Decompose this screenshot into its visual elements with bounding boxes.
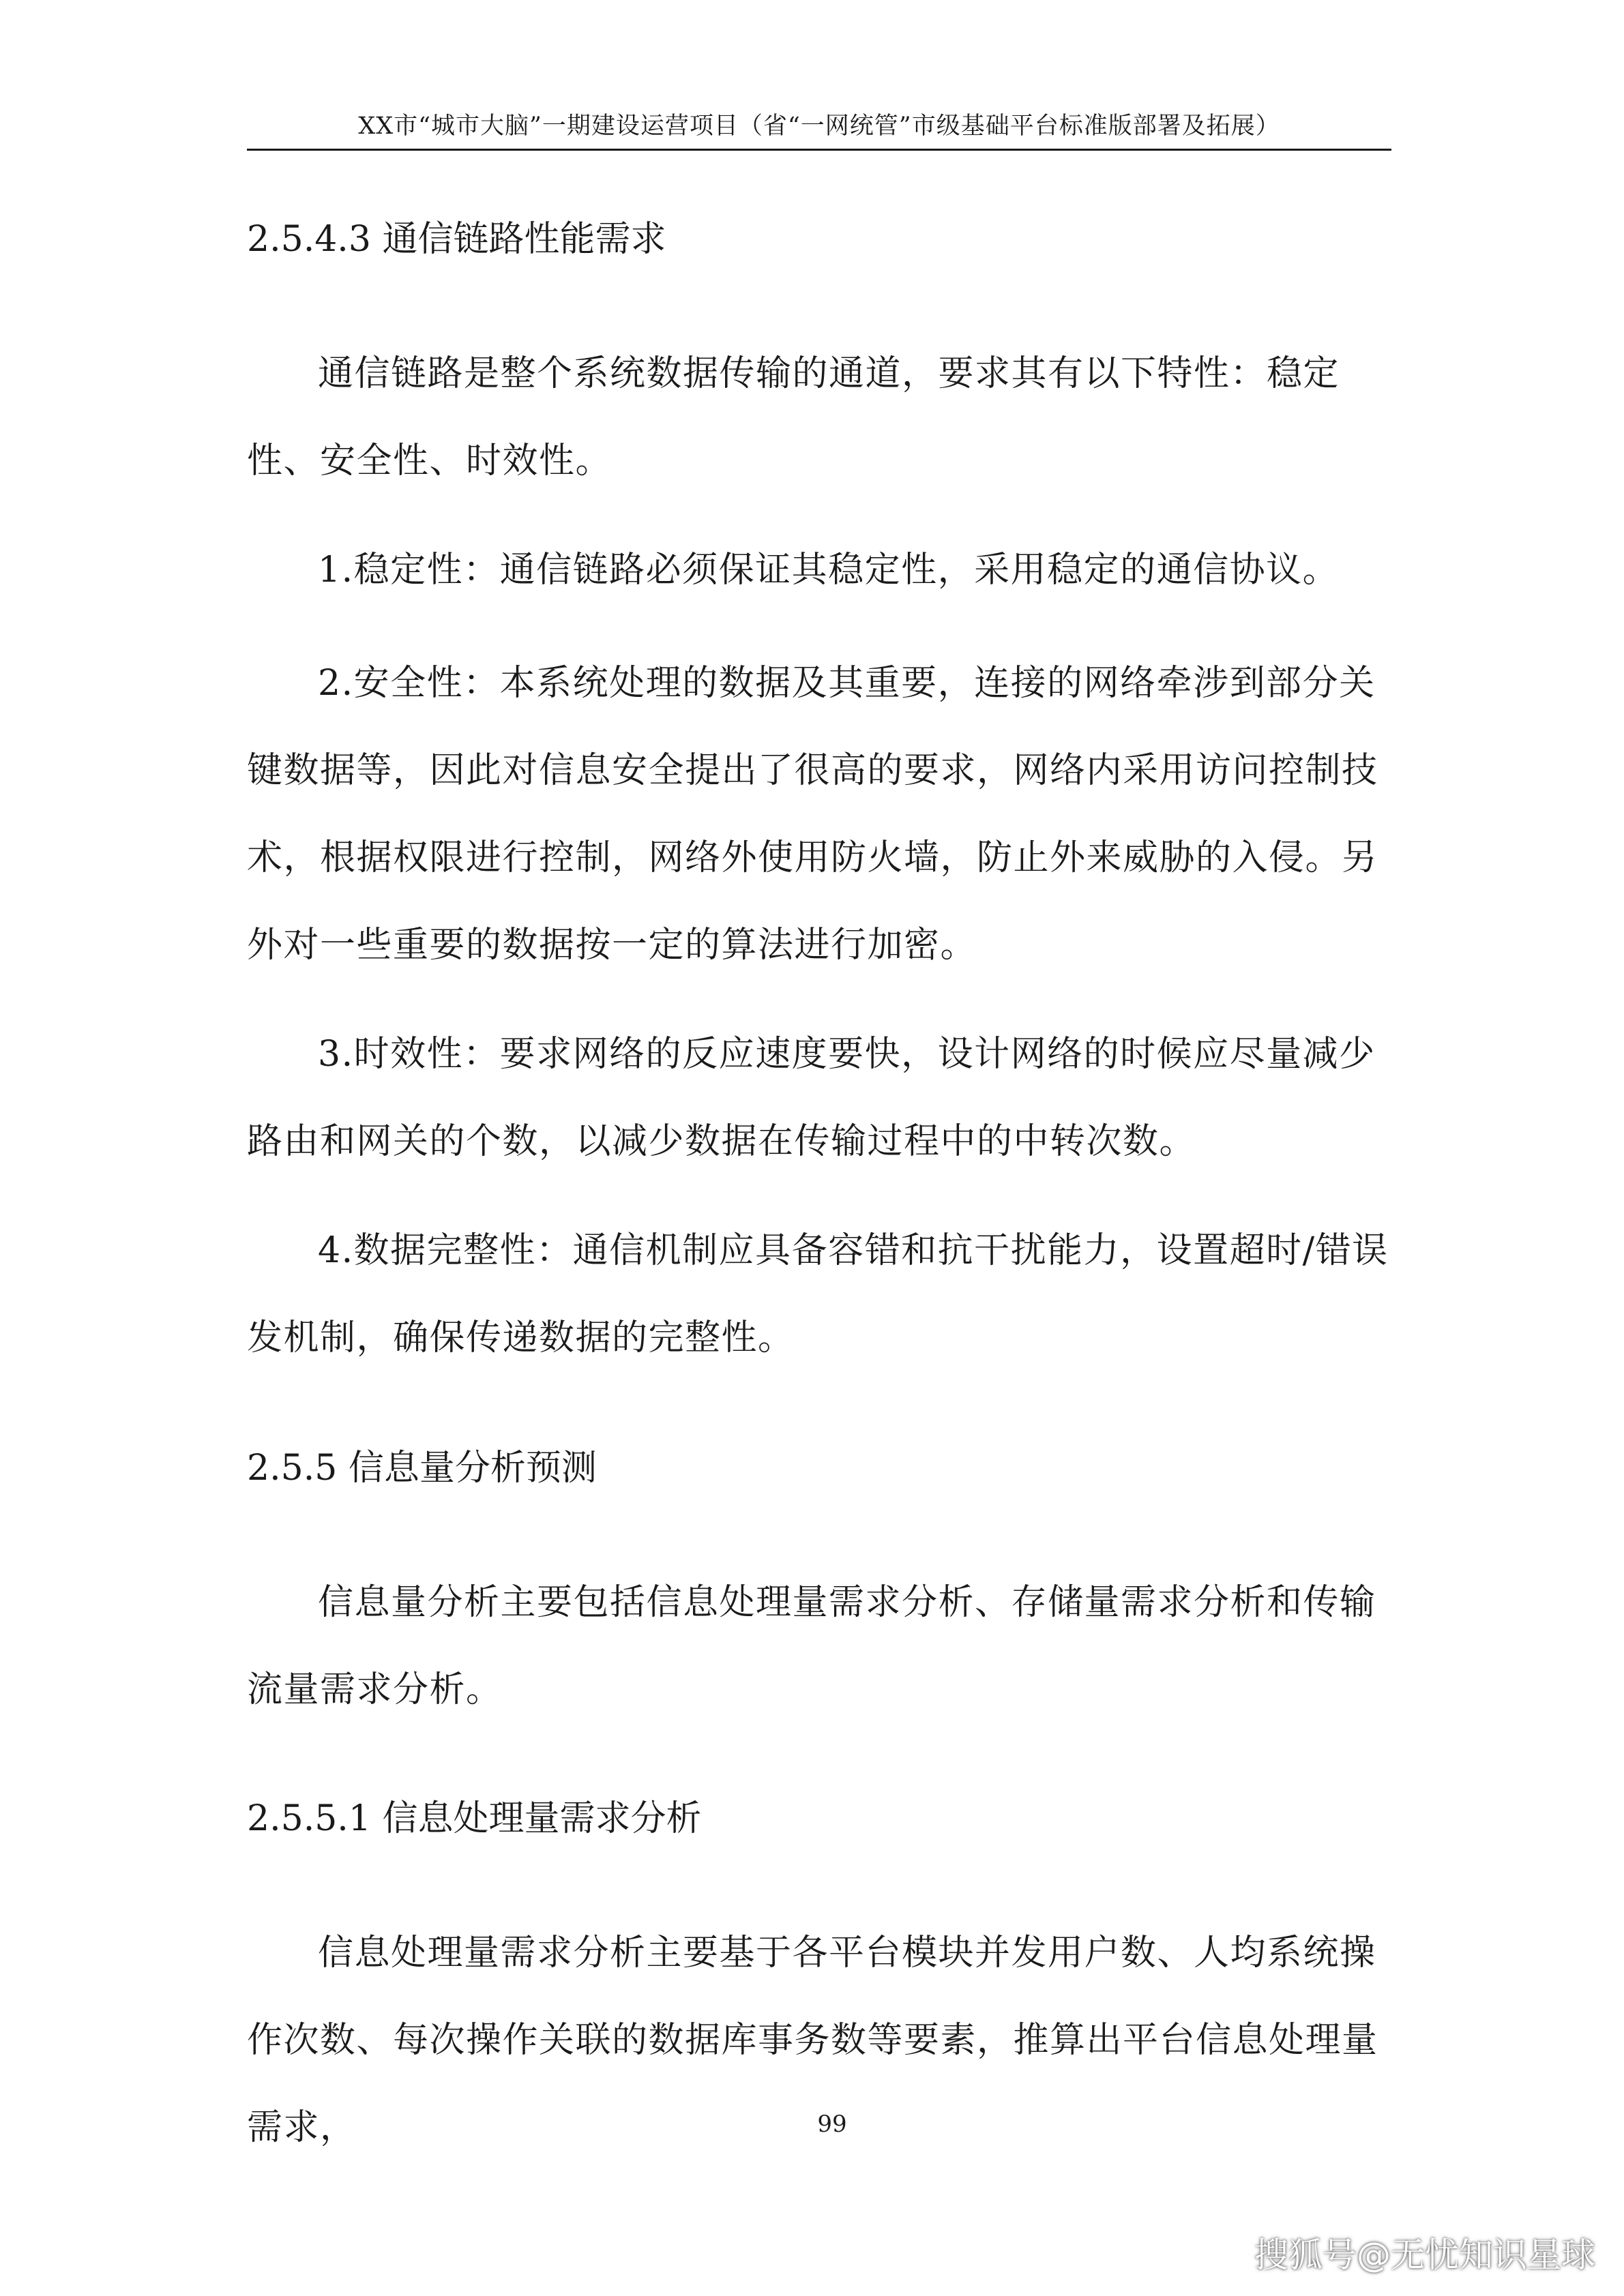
- watermark: 搜狐号@无忧知识星球: [1254, 2235, 1595, 2275]
- section-heading-2-5-5: 2.5.5 信息量分析预测: [247, 1448, 597, 1489]
- paragraph-link-intro: 通信链路是整个系统数据传输的通道，要求其有以下特性：稳定性、安全性、时效性。: [247, 353, 1340, 481]
- paragraph-processing-analysis: 信息处理量需求分析主要基于各平台模块并发用户数、人均系统操作次数、每次操作关联的数据库事务数等要素，推算出平台信息处理量需求，: [247, 1933, 1378, 2148]
- section-heading-2-5-4-3: 2.5.4.3 通信链路性能需求: [247, 219, 666, 260]
- page-header-title: XX市“城市大脑”一期建设运营项目（省“一网统管”市级基础平台标准版部署及拓展）: [358, 113, 1280, 140]
- paragraph-info-analysis: 信息量分析主要包括信息处理量需求分析、存储量需求分析和传输流量需求分析。: [247, 1582, 1376, 1710]
- list-item-stability: 1.稳定性：通信链路必须保证其稳定性，采用稳定的通信协议。: [318, 550, 1340, 591]
- list-item-integrity: 4.数据完整性：通信机制应具备容错和抗干扰能力，设置超时/错误发机制，确保传递数据的完整性。: [247, 1230, 1389, 1358]
- list-item-timeliness: 3.时效性：要求网络的反应速度要快，设计网络的时候应尽量减少路由和网关的个数，以减少数据在传输过程中的中转次数。: [247, 1034, 1376, 1162]
- header-divider: [247, 149, 1391, 151]
- section-heading-2-5-5-1: 2.5.5.1 信息处理量需求分析: [247, 1798, 702, 1839]
- page-number: 99: [817, 2111, 847, 2138]
- list-item-security: 2.安全性：本系统处理的数据及其重要，连接的网络牵涉到部分关键数据等，因此对信息安全提出了很高的要求，网络内采用访问控制技术，根据权限进行控制，网络外使用防火墙，防止外来威胁的入侵。另外对一些重要的数据按一定的算法进行加密。: [247, 663, 1378, 966]
